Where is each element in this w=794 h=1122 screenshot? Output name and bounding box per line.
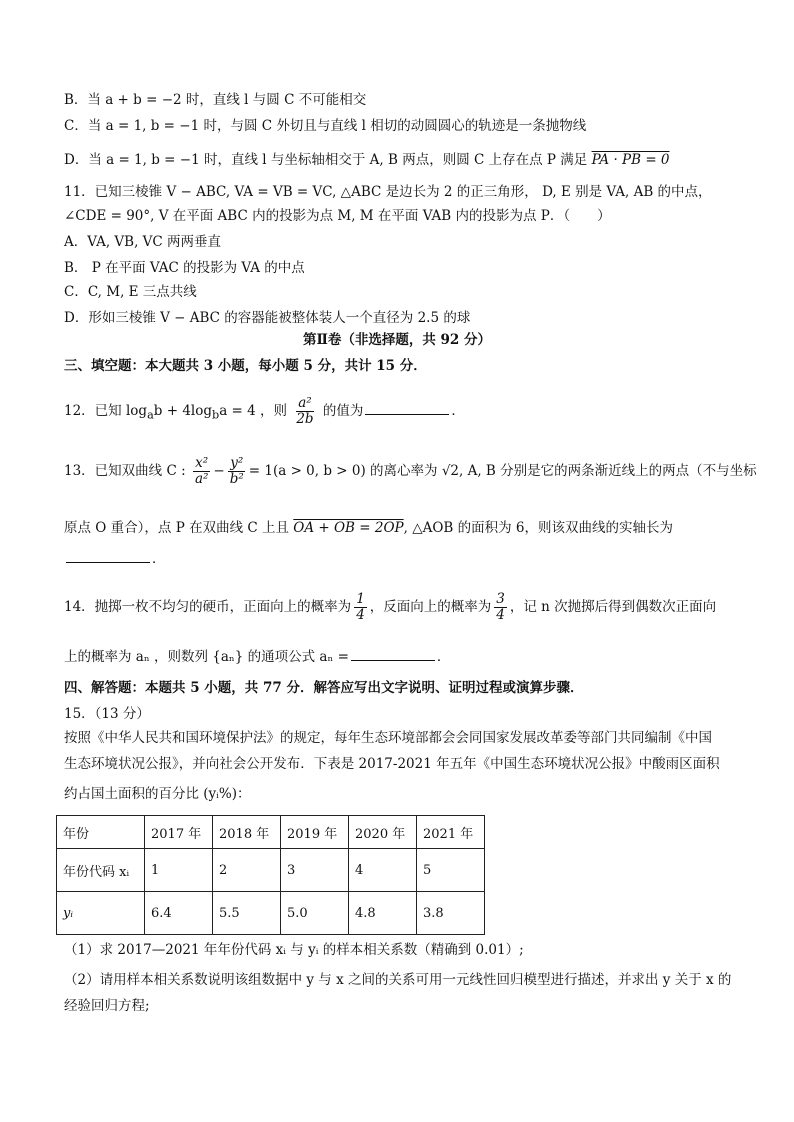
q14-p1-num: 1 — [356, 591, 365, 607]
q11-option-c: C．C, M, E 三点共线 — [64, 284, 197, 300]
part2-title: 第Ⅱ卷（非选择题，共 92 分） — [302, 332, 492, 348]
q12-frac-den: 2b — [296, 411, 314, 427]
table-cell: 2020 年 — [349, 816, 417, 849]
q15-subquestion-1: （1）求 2017—2021 年年份代码 xᵢ 与 yᵢ 的样本相关系数（精确到 0.01）; — [64, 942, 524, 958]
table-cell: 1 — [145, 849, 213, 892]
q10-option-d-text: D．当 a = 1, b = −1 时，直线 l 与坐标轴相交于 A, B 两点，则圆 C 上存在点 P 满足 — [64, 152, 592, 168]
q13-vector-eq: OA + OB = 2OP — [293, 520, 404, 536]
q13-line3 — [64, 548, 166, 569]
table-cell: 4.8 — [349, 892, 417, 935]
table-cell: 3.8 — [417, 892, 485, 935]
q12-text: 12．已知 log — [64, 403, 148, 419]
q13-text-rest: = 1(a > 0, b > 0) 的离心率为 √2, A, B 分别是它的两条渐近线上的两点（不与坐标 — [248, 463, 757, 479]
q14-prob-heads — [354, 592, 367, 623]
q15-para-2: 生态环境状况公报》，并向社会公开发布．下表是 2017-2021 年五年《中国生态环境状况公报》中酸雨区面积 — [64, 756, 720, 772]
table-header-row — [57, 816, 485, 849]
q12-sub-b: b — [212, 408, 220, 422]
table-cell: 2017 年 — [145, 816, 213, 849]
q13-fraction-y — [228, 456, 246, 487]
q13-minus: − — [213, 463, 225, 479]
section3-heading: 三、填空题：本大题共 3 小题，每小题 5 分，共计 15 分． — [64, 358, 427, 374]
q10-option-c: C．当 a = 1, b = −1 时，与圆 C 外切且与直线 l 相切的动圆圆心的轨迹是一条抛物线 — [64, 118, 587, 134]
q14-prob-tails — [494, 592, 507, 623]
q14-p1-den: 4 — [356, 607, 365, 623]
q10-option-d-vector: PA · PB = 0 — [591, 152, 670, 168]
table-cell: 5.0 — [281, 892, 349, 935]
table-cell: 2018 年 — [213, 816, 281, 849]
section4-heading: 四、解答题：本题共 5 小题，共 77 分．解答应写出文字说明、证明过程或演算步骤． — [64, 680, 584, 696]
q13-answer-blank[interactable] — [66, 548, 150, 563]
table-row — [57, 892, 485, 935]
q12 — [64, 396, 465, 427]
q13-f2-den: b² — [229, 471, 244, 487]
q14-end: ． — [436, 649, 451, 665]
table-row — [57, 849, 485, 892]
q15-para-3: 约占国土面积的百分比 (yᵢ%)： — [64, 786, 251, 802]
q15-subquestion-2-line2: 经验回归方程; — [64, 998, 150, 1014]
q13-f2-num: y² — [230, 455, 244, 471]
q15-data-table — [56, 815, 485, 935]
q13-line2 — [64, 518, 673, 538]
q15-subquestion-2-line1: （2）请用样本相关系数说明该组数据中 y 与 x 之间的关系可用一元线性回归模型进行描述，并求出 y 关于 x 的 — [64, 972, 732, 988]
q12-text-mid: b + 4log — [153, 403, 212, 419]
q15-para-1: 按照《中华人民共和国环境保护法》的规定，每年生态环境部都会会同国家发展改革委等部门共同编制《中国 — [64, 730, 712, 746]
q12-end: ． — [451, 403, 465, 419]
q14-line2 — [64, 646, 450, 667]
q13-line2-post: , △AOB 的面积为 6，则该双曲线的实轴长为 — [403, 520, 673, 536]
q11-option-a: A．VA, VB, VC 两两垂直 — [64, 234, 222, 250]
table-cell: 6.4 — [145, 892, 213, 935]
q14-answer-blank[interactable] — [351, 646, 435, 661]
q10-option-b: B．当 a + b = −2 时，直线 l 与圆 C 不可能相交 — [64, 92, 367, 108]
q12-frac-num: a² — [298, 395, 312, 411]
q11-option-b: B． P 在平面 VAC 的投影为 VA 的中点 — [64, 260, 305, 276]
q13-fraction-x — [193, 456, 210, 487]
q12-text-suffix: 的值为 — [322, 403, 364, 419]
q13-f1-den: a² — [194, 471, 209, 487]
q14-text-rest: ，记 n 次抛掷后得到偶数次正面向 — [509, 599, 717, 615]
q14-line2-text: 上的概率为 aₙ ，则数列 {aₙ} 的通项公式 aₙ = — [64, 649, 349, 665]
q14-text: 14．抛掷一枚不均匀的硬币，正面向上的概率为 — [64, 599, 352, 615]
table-cell: yᵢ — [57, 892, 145, 935]
q11-stem-line2: ∠CDE = 90°, V 在平面 ABC 内的投影为点 M, M 在平面 VAB 内的投影为点 P．（ ） — [64, 208, 611, 224]
q13-line2-pre: 原点 O 重合），点 P 在双曲线 C 上且 — [64, 520, 294, 536]
table-cell: 5 — [417, 849, 485, 892]
table-cell: 4 — [349, 849, 417, 892]
table-cell: 2 — [213, 849, 281, 892]
table-cell: 年份 — [57, 816, 145, 849]
q12-text-mid2: a = 4 ，则 — [219, 403, 288, 419]
q13-text: 13．已知双曲线 C : — [64, 463, 186, 479]
q12-sub-a: a — [147, 408, 154, 422]
q12-answer-blank[interactable] — [365, 400, 449, 415]
table-cell: 年份代码 xᵢ — [57, 849, 145, 892]
q14-p2-den: 4 — [496, 607, 505, 623]
q10-option-d — [64, 150, 670, 170]
q12-fraction — [294, 396, 315, 427]
q11-option-d: D．形如三棱锥 V − ABC 的容器能被整体装人一个直径为 2.5 的球 — [64, 310, 471, 326]
q13-f1-num: x² — [195, 455, 209, 471]
table-cell: 2021 年 — [417, 816, 485, 849]
table-cell: 5.5 — [213, 892, 281, 935]
q14-text-mid: ，反面向上的概率为 — [369, 599, 492, 615]
table-cell: 3 — [281, 849, 349, 892]
table-cell: 2019 年 — [281, 816, 349, 849]
q14-p2-num: 3 — [496, 591, 505, 607]
q14-line1 — [64, 592, 716, 623]
q13-end: ． — [152, 551, 166, 567]
q13-line1 — [64, 456, 757, 487]
q15-heading: 15．（13 分） — [64, 706, 150, 722]
q11-stem-line1: 11．已知三棱锥 V − ABC, VA = VB = VC, △ABC 是边长为 2 的正三角形， D, E 别是 VA, AB 的中点， — [64, 184, 712, 200]
